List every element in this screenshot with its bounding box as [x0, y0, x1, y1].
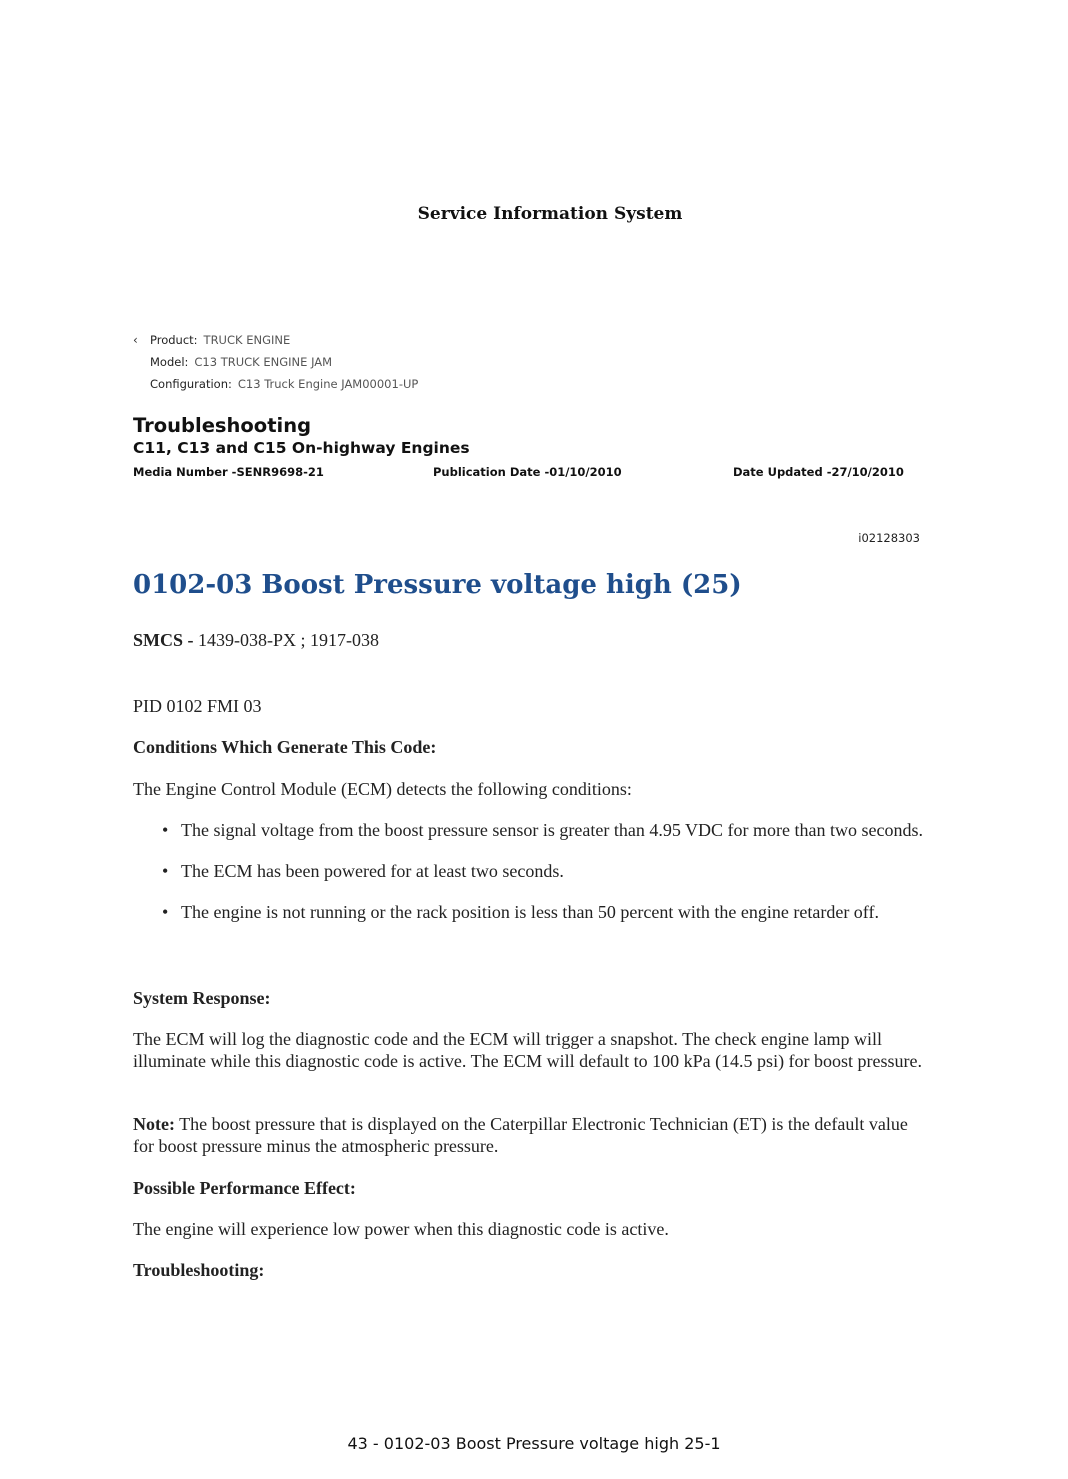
section-heading: Troubleshooting	[133, 414, 312, 437]
date-updated: Date Updated -27/10/2010	[733, 465, 904, 479]
note-text: The boost pressure that is displayed on the Caterpillar Electronic Technician (ET) is the default value for boost pressure minus the atmospheric pressure.	[133, 1114, 908, 1156]
bullet-icon: •	[162, 820, 169, 840]
media-number: Media Number -SENR9698-21	[133, 465, 324, 479]
pid-line: PID 0102 FMI 03	[133, 696, 262, 716]
performance-heading: Possible Performance Effect:	[133, 1178, 356, 1198]
performance-text: The engine will experience low power when this diagnostic code is active.	[133, 1219, 669, 1239]
smcs-label: SMCS -	[133, 630, 194, 650]
list-item-text: The ECM has been powered for at least two seconds.	[181, 861, 564, 881]
list-item	[162, 860, 924, 882]
system-response-heading: System Response:	[133, 988, 271, 1008]
note-label: Note:	[133, 1114, 175, 1134]
system-response-text: The ECM will log the diagnostic code and the ECM will trigger a snapshot. The check engine lamp will illuminate while this diagnostic code is active. The ECM will default to 100 kPa (14.5 psi) for boost pressure.	[133, 1029, 923, 1071]
engines-heading: C11, C13 and C15 On-highway Engines	[133, 439, 470, 457]
product-meta	[133, 329, 418, 395]
publication-date: Publication Date -01/10/2010	[433, 465, 622, 479]
list-item	[162, 819, 924, 841]
document-id: i02128303	[858, 531, 920, 545]
model-row	[133, 351, 418, 373]
smcs-value: 1439-038-PX ; 1917-038	[198, 630, 380, 650]
list-item-text: The engine is not running or the rack position is less than 50 percent with the engine retarder off.	[181, 902, 879, 922]
bullet-icon: •	[162, 861, 169, 881]
conditions-heading: Conditions Which Generate This Code:	[133, 737, 437, 757]
page-title: 0102-03 Boost Pressure voltage high (25)	[133, 570, 742, 600]
model-label: Model:	[150, 355, 189, 369]
product-row	[133, 329, 418, 351]
bullet-icon: •	[162, 902, 169, 922]
note-paragraph	[133, 1113, 923, 1157]
troubleshooting-heading: Troubleshooting:	[133, 1260, 265, 1280]
configuration-label: Configuration:	[150, 377, 232, 391]
configuration-row	[133, 373, 418, 395]
conditions-intro: The Engine Control Module (ECM) detects the following conditions:	[133, 779, 632, 799]
list-item-text: The signal voltage from the boost pressure sensor is greater than 4.95 VDC for more than two seconds.	[181, 820, 923, 840]
smcs-line	[133, 629, 923, 651]
list-item	[162, 901, 924, 923]
conditions-list	[162, 819, 924, 942]
product-value: TRUCK ENGINE	[203, 333, 291, 347]
page-footer: 43 - 0102-03 Boost Pressure voltage high 25-1	[347, 1434, 721, 1453]
model-value: C13 TRUCK ENGINE JAM	[194, 355, 333, 369]
configuration-value: C13 Truck Engine JAM00001-UP	[237, 377, 419, 391]
system-title: Service Information System	[417, 204, 683, 224]
product-label: Product:	[150, 333, 198, 347]
back-chevron-icon[interactable]: ‹	[133, 333, 138, 347]
